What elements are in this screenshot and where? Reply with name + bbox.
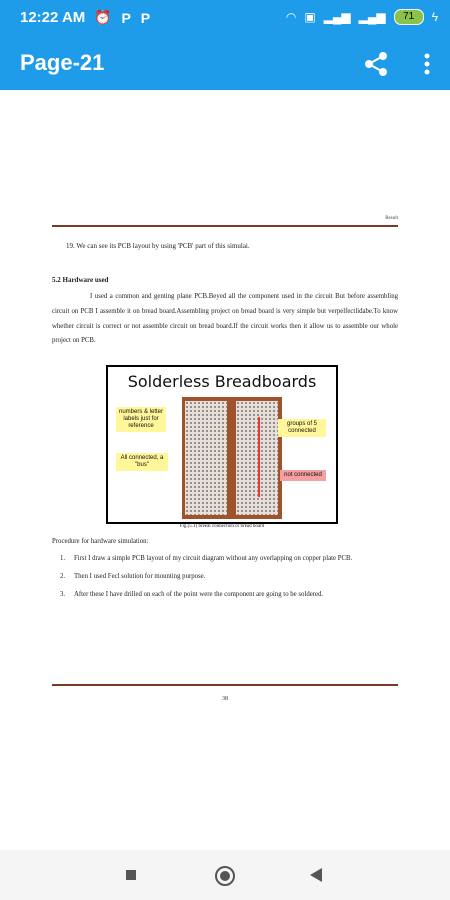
p-icon: P [140,9,151,26]
list-item [52,570,398,583]
step-number: 1. [60,555,66,562]
page-header-text: Result [385,216,398,221]
list-item [52,552,398,565]
breadboard-bus-line [258,417,272,497]
back-button[interactable] [310,868,322,882]
list-line-19: 19. We can see its PCB layout by using 'PCB' part of this simulai. [66,242,250,250]
footer-divider [52,684,398,686]
figure-title: Solderless Breadboards [127,372,317,391]
header-divider [52,225,398,227]
procedure-intro: Procedure for hardware simulation: [52,538,149,545]
wifi-icon: ◠ [285,10,297,24]
status-time: 12:22 AM [20,9,86,26]
p-icon: P [121,9,131,26]
home-button[interactable] [215,866,235,886]
signal-icon: ▂▄▆ [323,10,351,24]
figure-note: numbers & letter labels just for reference [116,407,166,432]
breadboard-figure [106,365,338,524]
volte-icon: ▣ [304,10,316,24]
more-vert-icon[interactable] [418,50,436,78]
battery-icon: 71 [394,9,424,25]
breadboard-image [182,397,282,519]
step-text: First I draw a simple PCB layout of my circuit diagram without any overlapping on copper plate PCB. [74,555,353,562]
recents-button[interactable] [126,870,136,880]
system-nav-bar [0,850,450,900]
charging-icon: ϟ [431,10,438,24]
alarm-icon: ⏰ [94,9,112,25]
step-text: After these I have drilled on each of the point were the component are going to be soldered. [74,591,324,598]
section-heading: 5.2 Hardware used [52,276,109,284]
status-system-icons [286,9,438,25]
step-number: 3. [60,591,66,598]
document-page[interactable] [0,90,450,850]
figure-note: All connected, a "bus" [116,453,168,471]
body-paragraph: I used a common and genting plane PCB.Beyed all the component used in the circuit But before assembling circuit on PCB I assemble it on bread board.Assembling project on bread board is very simple but verpelfectlidabe.To know whether circuit is correct or not assemble circuit on bread board.If the circuit works then it allow us to assemble our whole project on PCB. [52,293,398,345]
step-number: 2. [60,573,66,580]
step-text: Then I used Fecl solution for mounting purpose. [74,573,206,580]
procedure-steps [52,552,398,606]
share-icon[interactable] [362,50,390,78]
status-bar [0,0,450,38]
page-title: Page-21 [20,50,105,75]
figure-note: groups of 5 connected [278,419,326,437]
figure-note: not connected [280,470,326,481]
app-bar [0,38,450,90]
breadboard-strip [185,401,227,515]
status-notification-icons [94,9,150,26]
signal-icon: ▂▄▆ [358,10,386,24]
page-number: 38 [222,696,228,702]
list-item [52,588,398,601]
figure-caption: Fig.(5.1) breeal connection or bread board [179,524,265,529]
